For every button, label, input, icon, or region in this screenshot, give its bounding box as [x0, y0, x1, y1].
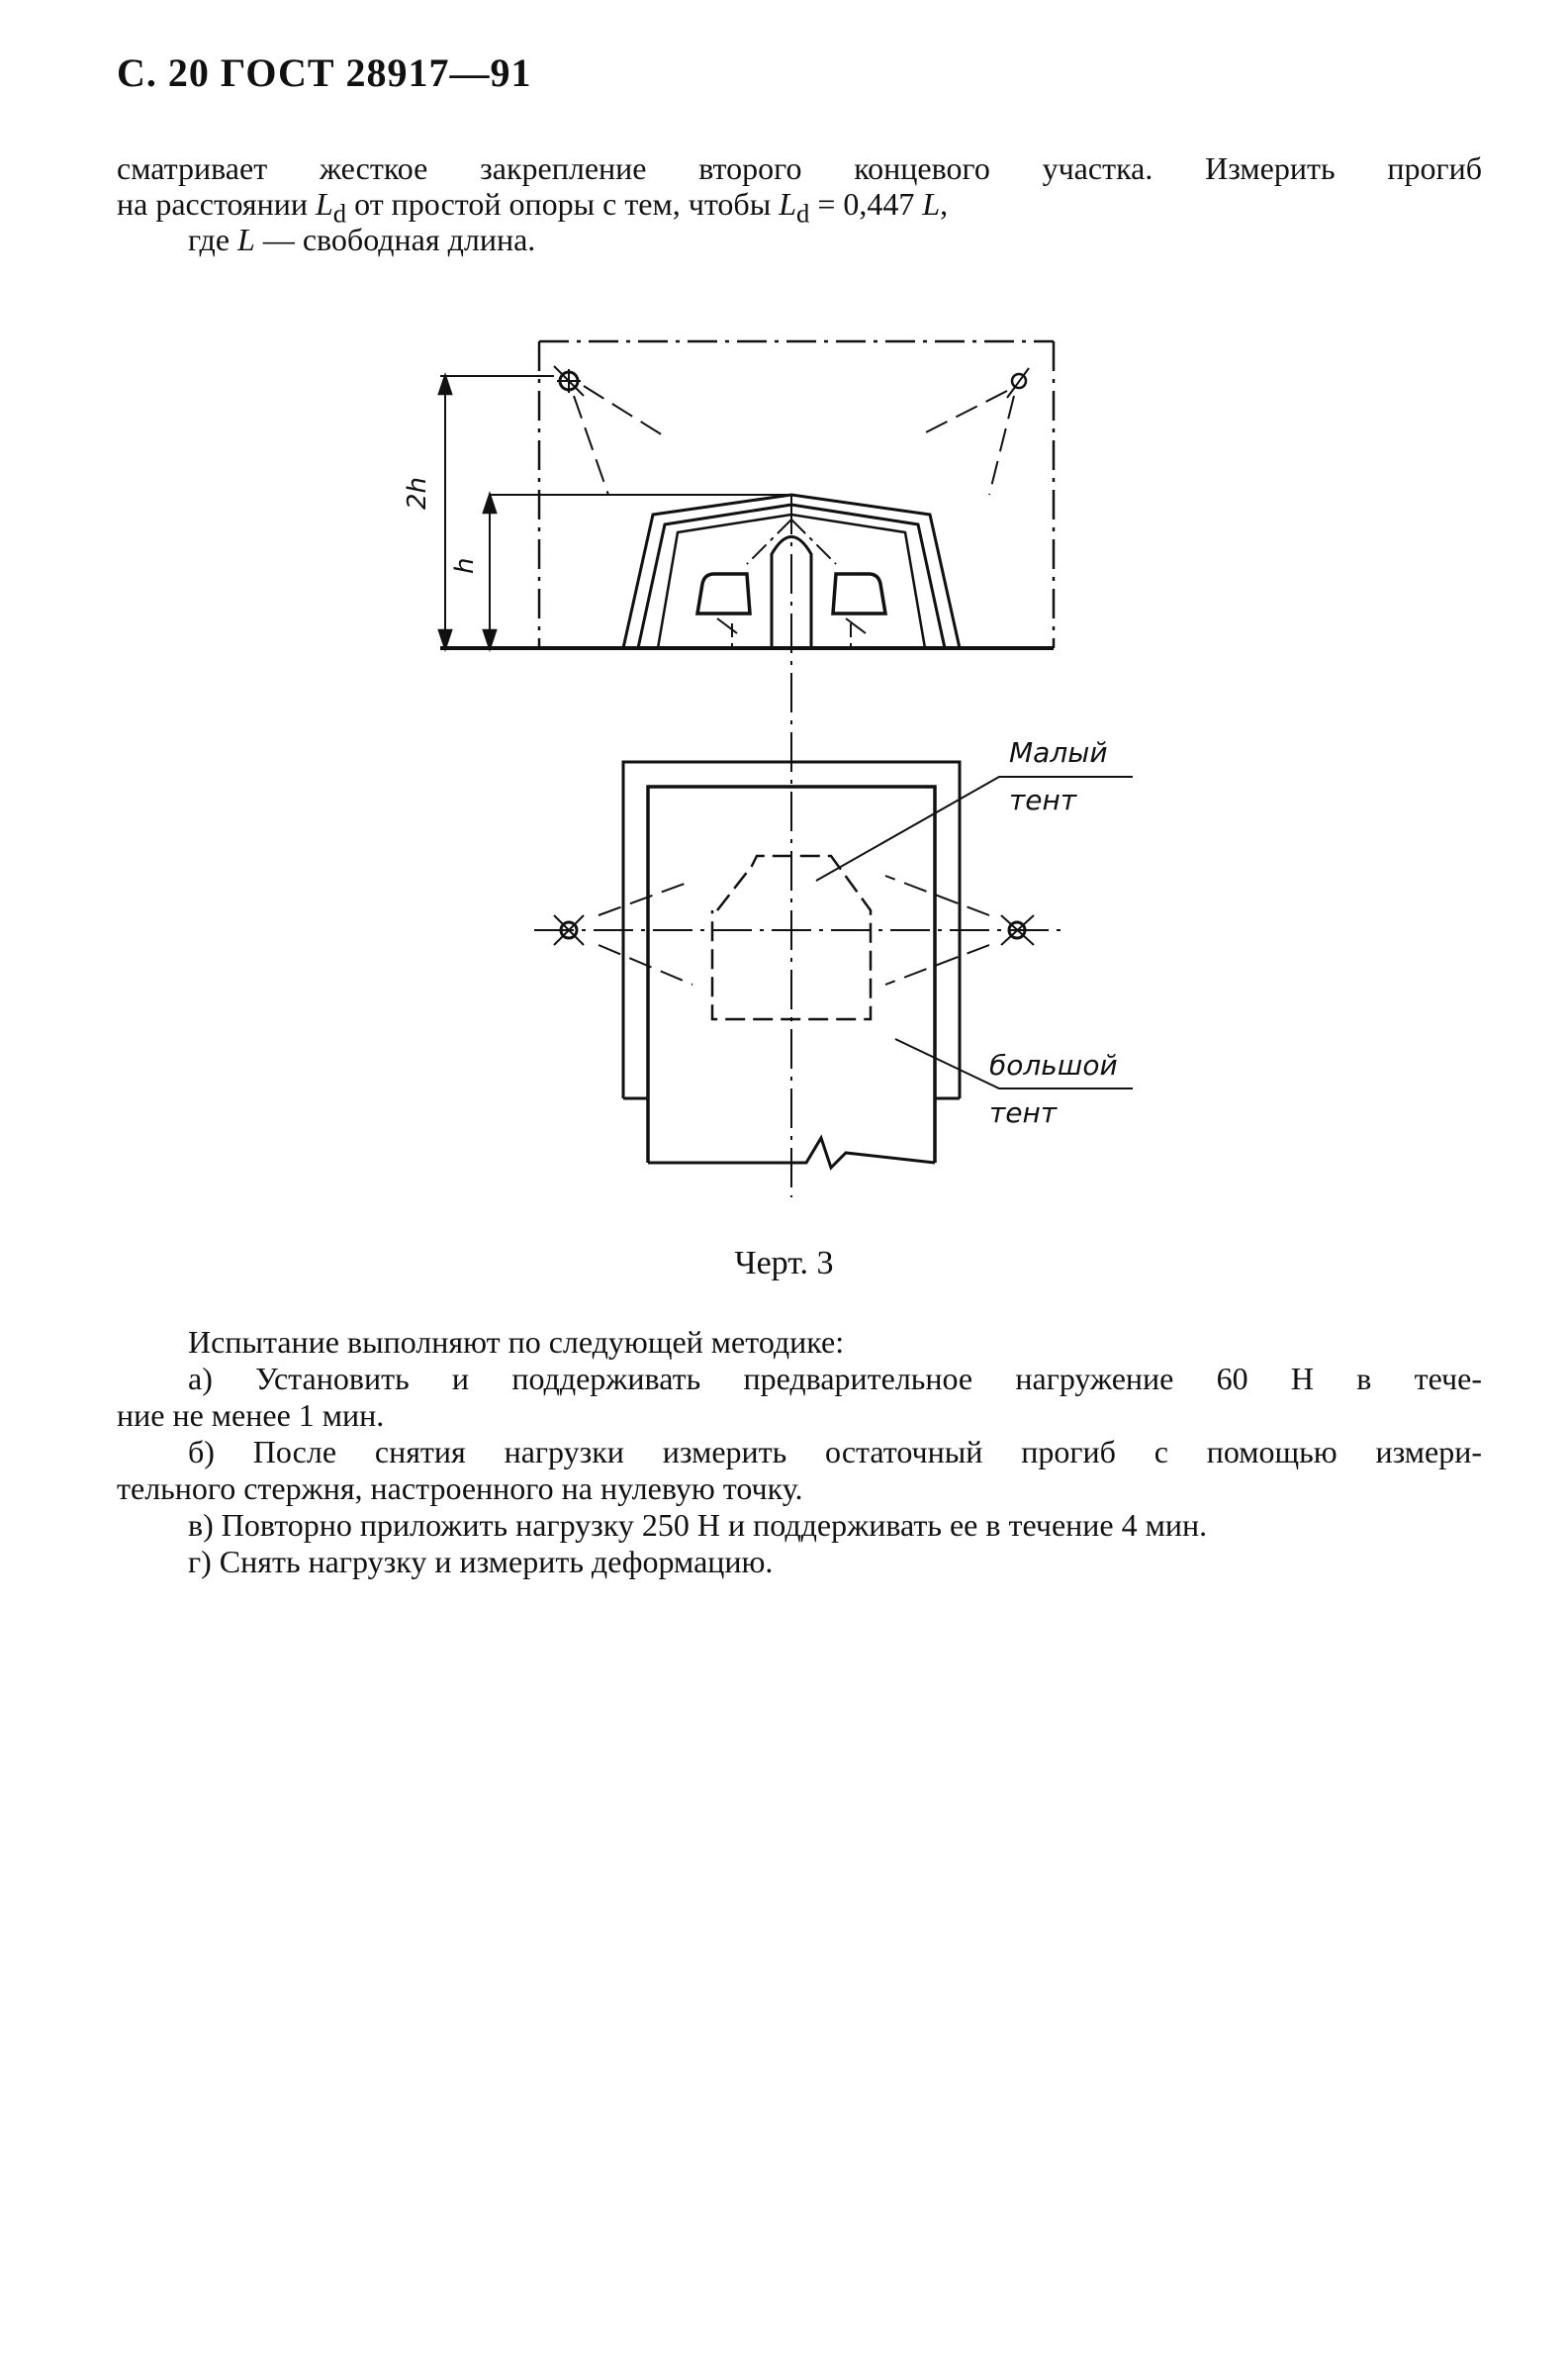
- formula-L: L: [922, 186, 941, 222]
- light-ray: [599, 945, 692, 985]
- light-ray: [920, 391, 1007, 435]
- intro-line-2-a: на расстоянии: [117, 186, 316, 222]
- formula-rest: = 0,447: [809, 186, 923, 222]
- light-ray: [885, 876, 989, 915]
- intro-line-2-end: ,: [940, 186, 949, 222]
- light-source-cross: [554, 366, 584, 396]
- tent-aux-line: [791, 520, 836, 564]
- tent-aux-tick: [717, 618, 737, 633]
- dim-arrow: [484, 630, 496, 648]
- tent-aux-line: [747, 520, 791, 564]
- method-intro: Испытание выполняют по следующей методике:: [188, 1324, 845, 1360]
- formula-sub: d: [795, 198, 810, 229]
- figure-caption: Черт. 3: [734, 1245, 834, 1281]
- label-small-tent-2: тент: [1009, 784, 1077, 816]
- label-small-tent-1: Малый: [1009, 736, 1108, 769]
- light-ray: [584, 386, 663, 435]
- light-ray: [599, 881, 692, 915]
- dim-2h-label: 2h: [403, 476, 432, 510]
- drawing-fig-3: [396, 327, 1148, 1217]
- method-step-b-1: б) После снятия нагрузки измерить остаточный прогиб с помощью измери-: [188, 1434, 1482, 1469]
- var-sub: d: [332, 198, 347, 229]
- leader-small-tent: [816, 777, 1133, 881]
- intro-line-3: [188, 222, 1553, 257]
- tent-window-left: [697, 574, 750, 614]
- light-ray: [574, 396, 608, 495]
- method-section: [117, 1324, 1482, 1580]
- method-step-d: г) Снять нагрузку и измерить деформацию.: [188, 1544, 774, 1579]
- intro-line-2-b: от простой опоры с тем, чтобы: [346, 186, 780, 222]
- dim-arrow: [439, 376, 451, 394]
- intro-line-3-b: — свободная длина.: [254, 222, 536, 257]
- method-step-a-1: а) Установить и поддерживать предварительное нагружение 60 Н в тече-: [188, 1361, 1482, 1396]
- method-step-a-2: ние не менее 1 мин.: [117, 1397, 385, 1433]
- method-step-b-2: тельного стержня, настроенного на нулевую точку.: [117, 1470, 803, 1506]
- formula-var: L: [779, 186, 796, 222]
- light-ray: [885, 945, 989, 985]
- tent-window-right: [833, 574, 885, 614]
- var-L: L: [315, 186, 333, 222]
- intro-line-1: сматривает жесткое закрепление второго концевого участка. Измерить прогиб: [117, 150, 1482, 186]
- dim-arrow: [439, 630, 451, 648]
- page-header: С. 20 ГОСТ 28917—91: [117, 50, 532, 95]
- dim-h-label: h: [450, 557, 480, 574]
- method-step-c: в) Повторно приложить нагрузку 250 Н и поддерживать ее в течение 4 мин.: [188, 1507, 1208, 1543]
- label-big-tent-1: большой: [989, 1049, 1118, 1082]
- tent-aux-tick: [846, 618, 866, 633]
- intro-line-3-a: где: [188, 222, 238, 257]
- label-big-tent-2: тент: [989, 1096, 1058, 1129]
- var-L-free: L: [237, 222, 255, 257]
- dim-arrow: [484, 495, 496, 513]
- light-ray: [989, 396, 1014, 495]
